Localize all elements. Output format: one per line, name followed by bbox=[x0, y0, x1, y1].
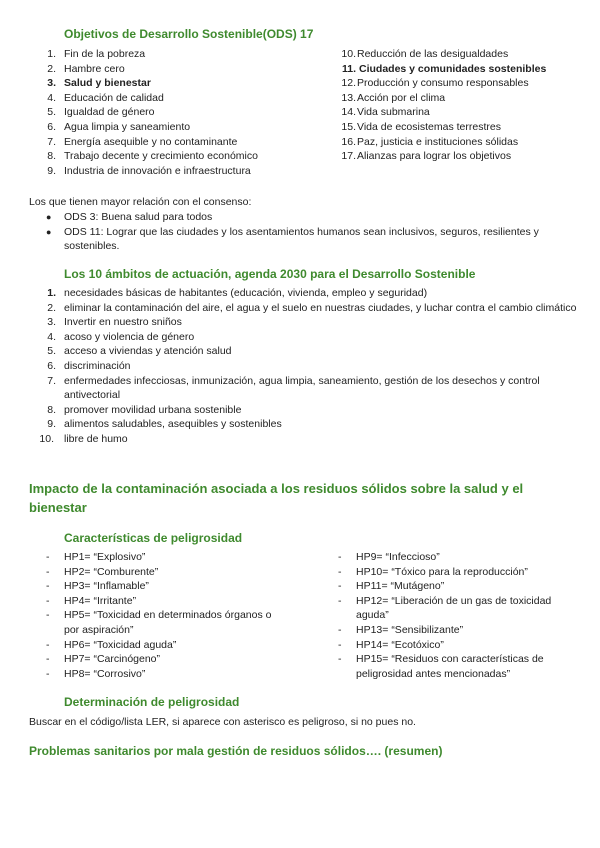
ods-item: 1. Fin de la pobreza bbox=[47, 48, 146, 60]
list-item: 1. necesidades básicas de habitantes (educación, vivienda, empleo y seguridad) bbox=[47, 287, 428, 299]
ods-item: 6. Agua limpia y saneamiento bbox=[47, 120, 191, 133]
list-item: - HP5= “Toxicidad en determinados órganos o por aspiración” bbox=[46, 609, 272, 636]
list-item: - HP10= “Tóxico para la reproducción” bbox=[338, 565, 528, 578]
ods-item: 4. Educación de calidad bbox=[47, 91, 164, 104]
list-item: 8. promover movilidad urbana sostenible bbox=[47, 403, 242, 416]
consenso-intro: Los que tienen mayor relación con el consenso: bbox=[29, 196, 252, 208]
ods-item: 9. Industria de innovación e infraestructura bbox=[47, 164, 251, 177]
agenda-list bbox=[38, 286, 578, 447]
ods-item: 16. Paz, justicia e instituciones sólidas bbox=[341, 135, 519, 148]
ods-item: 17. Alianzas para lograr los objetivos bbox=[341, 150, 512, 163]
list-item: - HP14= “Ecotóxico” bbox=[338, 638, 444, 651]
hp-list-right bbox=[338, 550, 578, 681]
ods-item: 14. Vida submarina bbox=[341, 106, 430, 119]
agenda-title: Los 10 ámbitos de actuación, agenda 2030 para el Desarrollo Sostenible bbox=[64, 267, 476, 281]
ods-item: 13. Acción por el clima bbox=[341, 91, 446, 104]
list-item: - HP3= “Inflamable” bbox=[46, 580, 149, 593]
ods-list-left bbox=[38, 47, 328, 178]
ods-item: 5. Igualdad de género bbox=[47, 106, 155, 119]
list-item: - HP7= “Carcinógeno” bbox=[46, 653, 161, 666]
ods-item: 15. Vida de ecosistemas terrestres bbox=[341, 120, 501, 133]
determinacion-title: Determinación de peligrosidad bbox=[64, 695, 240, 709]
ods-item: 2. Hambre cero bbox=[47, 62, 125, 75]
consenso-list bbox=[46, 210, 574, 254]
list-item: - HP2= “Comburente” bbox=[46, 565, 159, 578]
list-item: - HP12= “Liberación de un gas de toxicidad aguda” bbox=[338, 594, 552, 622]
list-item: - HP15= “Residuos con características de peligrosidad antes mencionadas” bbox=[338, 653, 544, 680]
ods-item: 8. Trabajo decente y crecimiento económico bbox=[47, 150, 258, 163]
list-item: - HP9= “Infeccioso” bbox=[338, 551, 440, 563]
ods-item-highlight: 11. Ciudades y comunidades sostenibles bbox=[341, 62, 547, 75]
list-item: 6. discriminación bbox=[47, 359, 131, 372]
ods-item-highlight: 3. Salud y bienestar bbox=[47, 77, 151, 90]
list-item: 7. enfermedades infecciosas, inmunización, agua limpia, saneamiento, gestión de los desechos y control antivectorial bbox=[47, 374, 540, 402]
list-item: 3. Invertir en nuestro sniños bbox=[47, 316, 182, 329]
list-item: - HP1= “Explosivo” bbox=[46, 551, 146, 563]
determinacion-text: Buscar en el código/lista LER, si aparece con asterisco es peligroso, si no pues no. bbox=[29, 716, 416, 728]
list-item: - HP6= “Toxicidad aguda” bbox=[46, 638, 177, 651]
ods-list-right bbox=[338, 47, 588, 164]
list-item: 5. acceso a viviendas y atención salud bbox=[47, 345, 232, 358]
list-item: ● ODS 3: Buena salud para todos bbox=[46, 211, 213, 223]
ods-title: Objetivos de Desarrollo Sostenible(ODS) 17 bbox=[64, 27, 314, 41]
list-item: 4. acoso y violencia de género bbox=[47, 330, 195, 343]
peligrosidad-title: Características de peligrosidad bbox=[64, 531, 243, 545]
list-item: 10. libre de humo bbox=[39, 432, 128, 445]
list-item: - HP8= “Corrosivo” bbox=[46, 667, 146, 680]
list-item: 9. alimentos saludables, asequibles y sostenibles bbox=[47, 418, 282, 431]
problemas-title: Problemas sanitarios por mala gestión de residuos sólidos…. (resumen) bbox=[29, 744, 443, 758]
ods-item: 7. Energía asequible y no contaminante bbox=[47, 135, 238, 148]
list-item: - HP11= “Mutágeno” bbox=[338, 580, 445, 593]
list-item: 2. eliminar la contaminación del aire, el agua y el suelo en nuestras ciudades, y luchar contra el cambio climático bbox=[47, 301, 577, 314]
bullet-icon: ● bbox=[46, 212, 52, 222]
impacto-title: Impacto de la contaminación asociada a los residuos sólidos sobre la salud y el bienestar bbox=[29, 481, 524, 515]
list-item: - HP4= “Irritante” bbox=[46, 594, 137, 607]
list-item: - HP13= “Sensibilizante” bbox=[338, 623, 464, 636]
bullet-icon: ● bbox=[46, 226, 52, 237]
list-item: ● ODS 11: Lograr que las ciudades y los asentamientos humanos sean inclusivos, seguros, resilientes y sostenibles. bbox=[46, 225, 539, 253]
ods-item: 12. Producción y consumo responsables bbox=[341, 77, 529, 90]
hp-list-left bbox=[46, 550, 296, 681]
ods-item: 10. Reducción de las desigualdades bbox=[341, 48, 509, 60]
